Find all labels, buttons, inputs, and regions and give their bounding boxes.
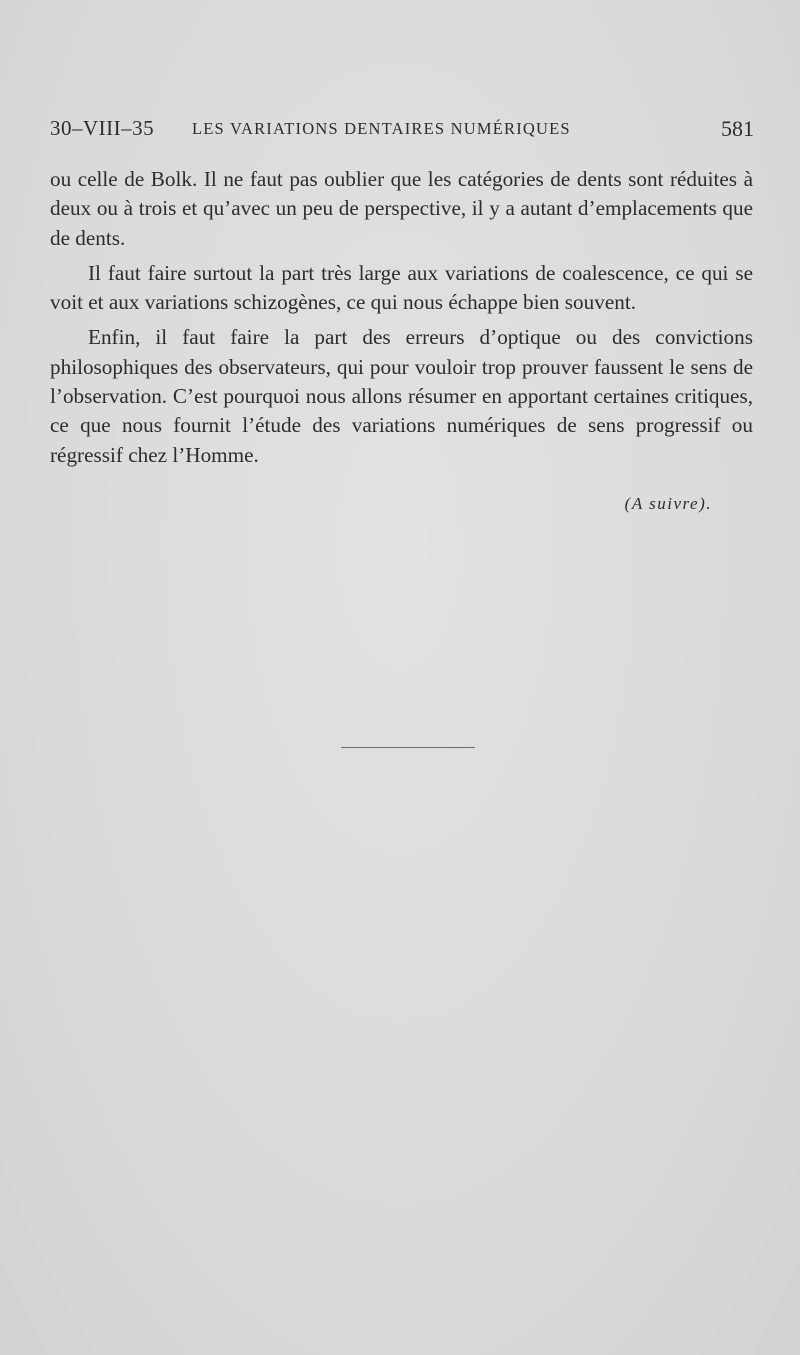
header-title: LES VARIATIONS DENTAIRES NUMÉRIQUES (192, 119, 571, 138)
paragraph-coalescence: Il faut faire surtout la part très large aux variations de coalescence, ce qui se voit et aux variations schizogènes, ce qui nous échappe bien souvent. (50, 260, 753, 315)
header-date: 30–VIII–35 (50, 116, 155, 140)
section-end-rule (341, 747, 475, 748)
paragraph-continued: ou celle de Bolk. Il ne faut pas oublier que les catégories de dents sont réduites à deux ou à trois et qu’avec un peu de perspective, il y a autant d’emplacements que de dents. (50, 167, 753, 250)
body-text (50, 165, 753, 470)
to-be-continued: (A suivre). (624, 494, 712, 513)
paragraph-errors: Enfin, il faut faire la part des erreurs d’optique ou des convictions philosophiques des observateurs, qui pour vouloir trop prouver faussent le sens de l’observation. C’est pourquoi nous allons résumer en apportant certaines critiques, ce que nous fournit l’étude des variations numériques de sens progressif ou régressif chez l’Homme. (50, 325, 753, 467)
page-number: 581 (721, 116, 754, 141)
running-head (50, 116, 754, 142)
